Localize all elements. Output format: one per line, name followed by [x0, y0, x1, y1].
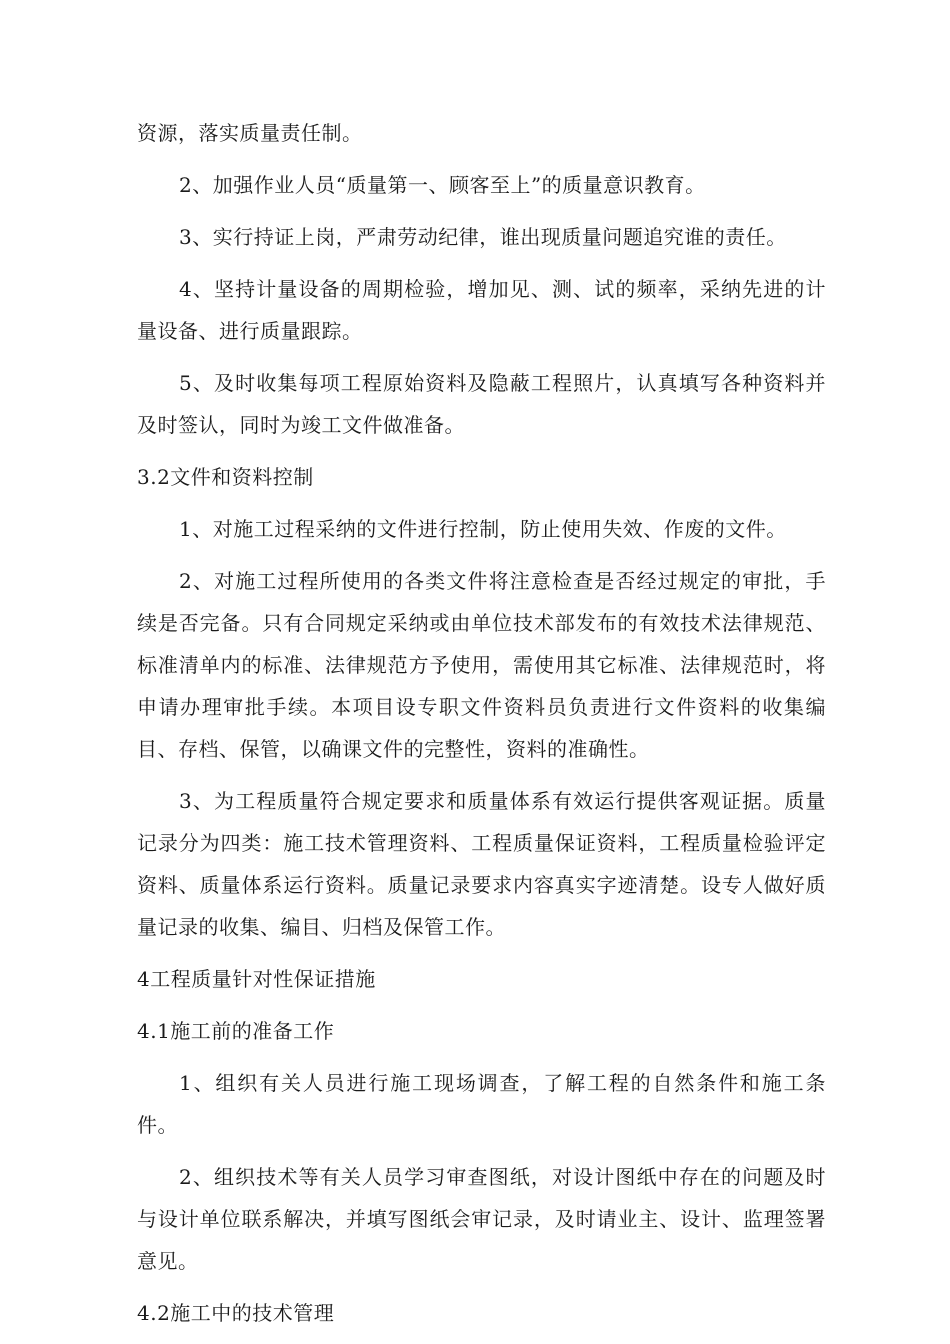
doc-control-item-1: 1、对施工过程采纳的文件进行控制，防止使用失效、作废的文件。 — [179, 517, 787, 541]
section-heading-3-2: 3.2文件和资料控制 — [137, 465, 314, 489]
prep-item-1: 1、组织有关人员进行施工现场调查，了解工程的自然条件和施工条件。 — [137, 1071, 826, 1137]
section-heading-4: 4工程质量针对性保证措施 — [137, 967, 376, 991]
doc-control-item-3: 3、为工程质量符合规定要求和质量体系有效运行提供客观证据。质量记录分为四类：施工技术管理资料、工程质量保证资料，工程质量检验评定资料、质量体系运行资料。质量记录要求内容真实字迹清楚。设专人做好质量记录的收集、编目、归档及保管工作。 — [137, 789, 826, 939]
list-item-2: 2、加强作业人员“质量第一、顾客至上”的质量意识教育。 — [179, 173, 706, 197]
section-heading-4-1: 4.1施工前的准备工作 — [137, 1019, 335, 1043]
document-body — [137, 112, 826, 1334]
prep-item-2: 2、组织技术等有关人员学习审查图纸，对设计图纸中存在的问题及时与设计单位联系解决，并填写图纸会审记录，及时请业主、设计、监理签署意见。 — [137, 1165, 826, 1273]
paragraph-continuation: 资源，落实质量责任制。 — [137, 121, 363, 145]
list-item-5: 5、及时收集每项工程原始资料及隐蔽工程照片，认真填写各种资料并及时签认，同时为竣工文件做准备。 — [137, 371, 826, 437]
list-item-4: 4、坚持计量设备的周期检验，增加见、测、试的频率，采纳先进的计量设备、进行质量跟踪。 — [137, 277, 826, 343]
list-item-3: 3、实行持证上岗，严肃劳动纪律，谁出现质量问题追究谁的责任。 — [179, 225, 787, 249]
doc-control-item-2: 2、对施工过程所使用的各类文件将注意检查是否经过规定的审批，手续是否完备。只有合同规定采纳或由单位技术部发布的有效技术法律规范、标准清单内的标准、法律规范方予使用，需使用其它标准、法律规范时，将申请办理审批手续。本项目设专职文件资料员负责进行文件资料的收集编目、存档、保管，以确课文件的完整性，资料的准确性。 — [137, 569, 826, 761]
section-heading-4-2: 4.2施工中的技术管理 — [137, 1301, 335, 1325]
